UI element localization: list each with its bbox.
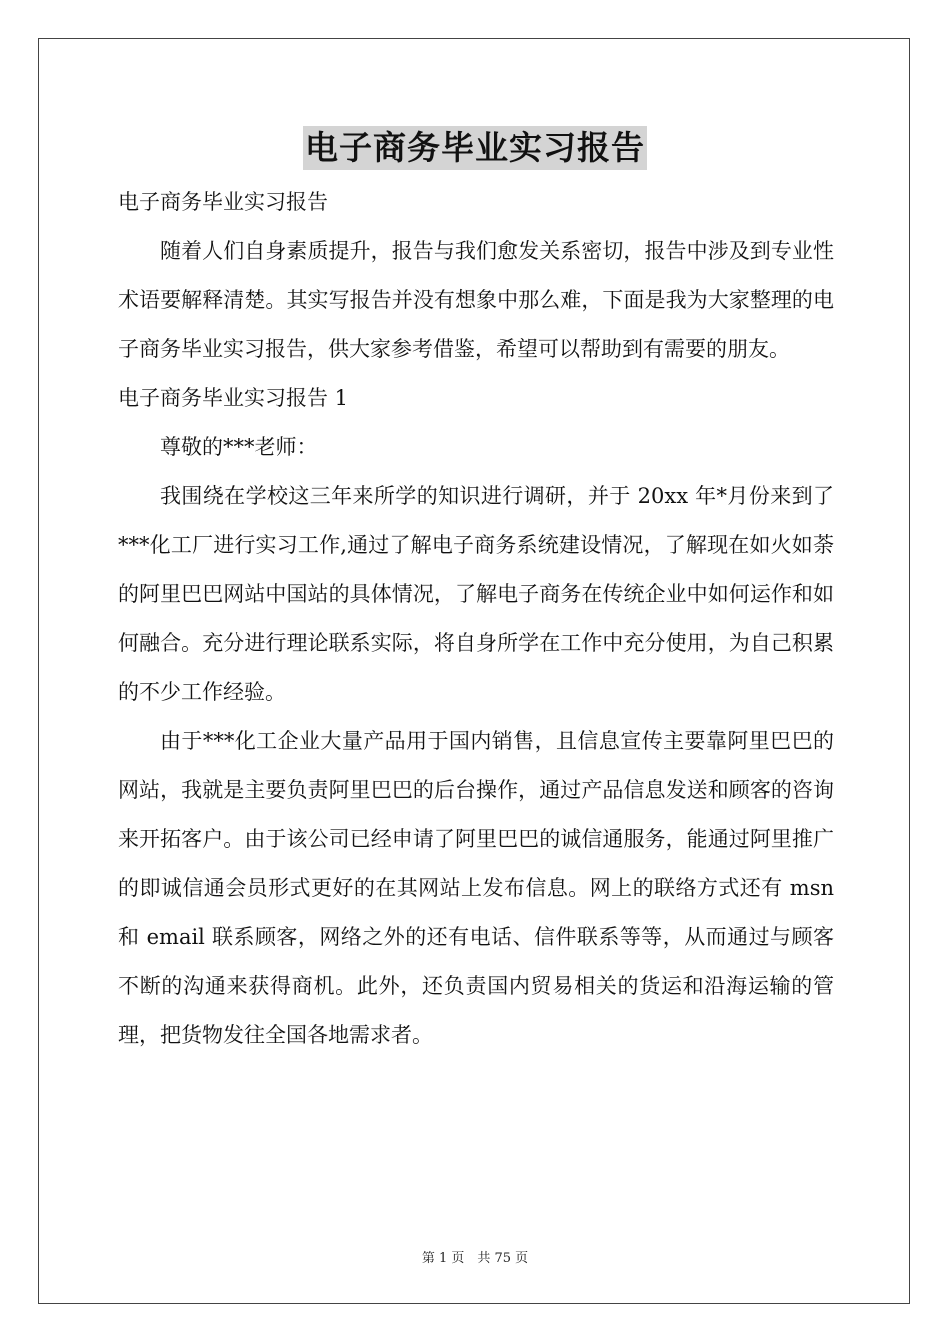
body-paragraph-2: 由于***化工企业大量产品用于国内销售，且信息宣传主要靠阿里巴巴的网站，我就是主要负责阿里巴巴的后台操作，通过产品信息发送和顾客的咨询来开拓客户。由于该公司已经申请了阿里巴巴的诚信通服务，能通过阿里推广的即诚信通会员形式更好的在其网站上发布信息。网上的联络方式还有 msn 和 email 联系顾客，网络之外的还有电话、信件联系等等，从而通过与顾客不断的沟通来获得商机。此外，还负责国内贸易相关的货运和沿海运输的管理，把货物发往全国各地需求者。 bbox=[118, 729, 834, 1047]
intro-paragraph: 随着人们自身素质提升，报告与我们愈发关系密切，报告中涉及到专业性术语要解释清楚。其实写报告并没有想象中那么难，下面是我为大家整理的电子商务毕业实习报告，供大家参考借鉴，希望可以帮助到有需要的朋友。 bbox=[118, 239, 834, 361]
page-footer: 第 1 页 共 75 页 bbox=[421, 1251, 529, 1266]
salutation-paragraph: 尊敬的***老师： bbox=[160, 435, 318, 459]
subtitle-paragraph: 电子商务毕业实习报告 bbox=[118, 190, 328, 214]
title-container bbox=[0, 126, 950, 170]
body-paragraph-1: 我围绕在学校这三年来所学的知识进行调研，并于 20xx 年*月份来到了***化工厂进行实习工作,通过了解电子商务系统建设情况，了解现在如火如荼的阿里巴巴网站中国站的具体情况，了解电子商务在传统企业中如何运作和如何融合。充分进行理论联系实际，将自身所学在工作中充分使用，为自己积累的不少工作经验。 bbox=[118, 484, 834, 704]
document-body bbox=[118, 178, 834, 1060]
section-heading: 电子商务毕业实习报告 1 bbox=[118, 386, 349, 410]
document-title: 电子商务毕业实习报告 bbox=[303, 126, 647, 170]
